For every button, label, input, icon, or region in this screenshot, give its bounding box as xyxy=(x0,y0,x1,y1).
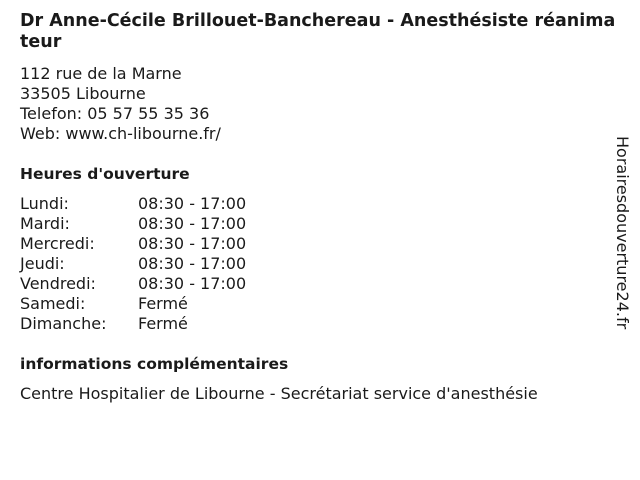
day-label: Mercredi: xyxy=(20,234,95,253)
day-label: Mardi: xyxy=(20,214,70,233)
city-postcode: 33505 Libourne xyxy=(20,84,146,103)
additional-info-heading: informations complémentaires xyxy=(20,355,289,373)
website: Web: www.ch-libourne.fr/ xyxy=(20,124,221,143)
page-title: Dr Anne-Cécile Brillouet-Banchereau - Anesthésiste réanimateur xyxy=(20,11,616,52)
day-hours: 08:30 - 17:00 xyxy=(138,194,247,213)
site-watermark: Horairesdouverture24.fr xyxy=(613,136,632,330)
day-label: Dimanche: xyxy=(20,314,107,333)
day-hours: 08:30 - 17:00 xyxy=(138,254,247,273)
street-address: 112 rue de la Marne xyxy=(20,64,182,83)
day-label: Samedi: xyxy=(20,294,86,313)
day-label: Jeudi: xyxy=(20,254,65,273)
day-hours: Fermé xyxy=(138,314,188,333)
address-block xyxy=(20,64,221,144)
day-hours: 08:30 - 17:00 xyxy=(138,234,247,253)
day-hours: Fermé xyxy=(138,294,188,313)
additional-info-text: Centre Hospitalier de Libourne - Secrétariat service d'anesthésie xyxy=(20,384,538,403)
day-hours: 08:30 - 17:00 xyxy=(138,214,247,233)
day-label: Vendredi: xyxy=(20,274,96,293)
phone-number: Telefon: 05 57 55 35 36 xyxy=(20,104,210,123)
opening-hours-heading: Heures d'ouverture xyxy=(20,165,190,183)
day-label: Lundi: xyxy=(20,194,69,213)
day-hours: 08:30 - 17:00 xyxy=(138,274,247,293)
